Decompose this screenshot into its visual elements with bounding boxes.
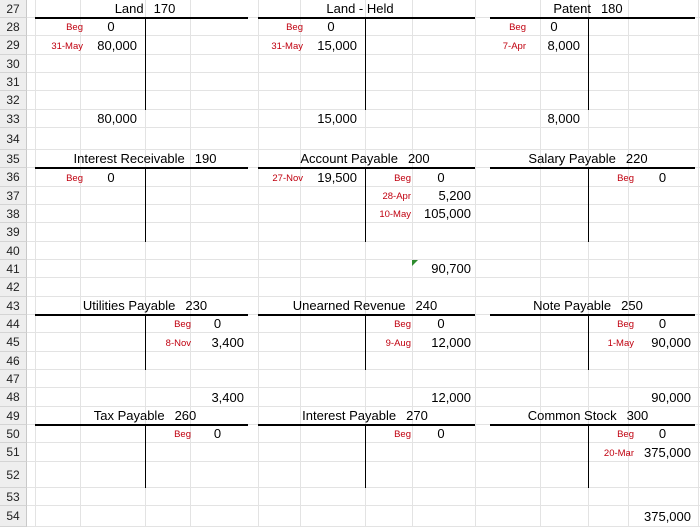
grid-row[interactable] <box>27 370 700 388</box>
entry-date: 28-Apr <box>382 191 411 202</box>
t-account-stem <box>145 315 146 370</box>
account-name: Unearned Revenue <box>292 298 406 313</box>
entry-amount: 0 <box>437 426 445 441</box>
account-number: 180 <box>600 1 623 16</box>
t-account-stem <box>145 18 146 110</box>
entry-amount: 0 <box>107 19 115 34</box>
account-title <box>35 151 255 167</box>
grid-row[interactable] <box>27 205 700 223</box>
row-header[interactable]: 53 <box>0 488 27 506</box>
credit-total: 3,400 <box>211 389 244 405</box>
entry-amount: 12,000 <box>431 334 471 350</box>
credit-total: 375,000 <box>644 508 691 524</box>
account-title <box>35 298 255 314</box>
row-header[interactable]: 44 <box>0 315 27 333</box>
credit-total: 12,000 <box>431 389 471 405</box>
grid-row[interactable] <box>27 278 700 297</box>
account-number: 170 <box>153 1 176 16</box>
entry-amount: 375,000 <box>644 444 691 460</box>
row-header[interactable]: 54 <box>0 506 27 527</box>
row-header[interactable]: 35 <box>0 150 27 168</box>
entry-amount: 0 <box>437 169 445 185</box>
account-number: 270 <box>406 408 428 423</box>
t-account-bar <box>35 167 248 169</box>
account-name: Note Payable <box>533 298 612 313</box>
row-header[interactable]: 31 <box>0 73 27 91</box>
entry-amount: 0 <box>658 316 667 331</box>
grid-row[interactable] <box>27 462 700 488</box>
account-number: 240 <box>415 298 438 313</box>
grid-row[interactable] <box>27 488 700 506</box>
grid-row[interactable] <box>27 55 700 73</box>
credit-total: 90,000 <box>651 389 691 405</box>
grid-row[interactable] <box>27 242 700 260</box>
row-header[interactable]: 40 <box>0 242 27 260</box>
account-title <box>478 1 698 17</box>
row-header[interactable]: 50 <box>0 425 27 443</box>
row-header[interactable]: 46 <box>0 352 27 370</box>
account-title <box>255 298 475 314</box>
entry-amount: 0 <box>107 169 115 185</box>
row-header[interactable]: 48 <box>0 388 27 407</box>
row-header[interactable]: 32 <box>0 91 27 110</box>
debit-total: 8,000 <box>547 111 580 126</box>
account-number: 300 <box>626 408 649 423</box>
entry-date: Beg <box>394 429 411 440</box>
entry-amount: 0 <box>658 169 667 185</box>
account-title <box>255 1 475 17</box>
entry-amount: 3,400 <box>211 334 244 350</box>
account-title <box>255 408 475 424</box>
entry-amount: 0 <box>327 19 335 34</box>
row-header[interactable]: 34 <box>0 128 27 150</box>
t-account-stem <box>145 425 146 488</box>
t-account-stem <box>588 168 589 242</box>
account-name: Interest Payable <box>302 408 397 423</box>
entry-amount: 0 <box>550 19 558 34</box>
entry-date: Beg <box>617 172 634 184</box>
entry-amount: 0 <box>213 316 222 331</box>
t-account-stem <box>365 18 366 110</box>
account-title <box>255 151 475 167</box>
row-header[interactable]: 29 <box>0 36 27 55</box>
grid-row[interactable] <box>27 506 700 527</box>
grid-row[interactable] <box>27 223 700 242</box>
entry-date: Beg <box>66 172 83 184</box>
account-number: 260 <box>174 408 197 423</box>
entry-amount: 80,000 <box>97 37 137 53</box>
account-name: Common Stock <box>527 408 617 423</box>
entry-date: Beg <box>617 319 634 330</box>
account-number: 190 <box>194 151 217 166</box>
account-title <box>35 1 255 17</box>
debit-total: 80,000 <box>97 111 137 126</box>
entry-amount: 5,200 <box>438 188 471 203</box>
account-name: Interest Receivable <box>73 151 185 166</box>
account-number: 220 <box>625 151 648 166</box>
entry-date: 31-May <box>271 40 303 52</box>
t-account-stem <box>588 18 589 110</box>
row-header[interactable]: 28 <box>0 18 27 36</box>
row-header[interactable]: 33 <box>0 110 27 128</box>
row-header[interactable]: 38 <box>0 205 27 223</box>
account-title <box>478 298 698 314</box>
grid-row[interactable] <box>27 388 700 407</box>
account-number: 230 <box>185 298 208 313</box>
grid-row[interactable] <box>27 91 700 110</box>
entry-amount: 15,000 <box>317 37 357 53</box>
row-header[interactable]: 43 <box>0 297 27 315</box>
row-header[interactable]: 37 <box>0 187 27 205</box>
row-header[interactable]: 27 <box>0 0 27 18</box>
entry-date: Beg <box>286 22 303 33</box>
t-account-stem <box>365 168 366 242</box>
entry-amount: 19,500 <box>317 169 357 185</box>
entry-date: Beg <box>174 429 191 440</box>
entry-date: Beg <box>66 22 83 33</box>
entry-amount: 90,000 <box>651 334 691 350</box>
row-header[interactable]: 42 <box>0 278 27 297</box>
grid-row[interactable] <box>27 128 700 150</box>
row-header[interactable]: 36 <box>0 168 27 187</box>
entry-amount: 0 <box>437 316 445 331</box>
debit-total: 15,000 <box>317 111 357 126</box>
t-account-bar <box>258 17 475 19</box>
row-header[interactable]: 52 <box>0 462 27 488</box>
entry-date: Beg <box>509 22 526 33</box>
grid-row[interactable] <box>27 73 700 91</box>
t-account-stem <box>588 425 589 488</box>
t-account-stem <box>145 168 146 242</box>
entry-amount: 0 <box>658 426 667 441</box>
entry-amount: 8,000 <box>547 37 580 53</box>
account-title <box>35 408 255 424</box>
account-name: Utilities Payable <box>82 298 176 313</box>
entry-date: Beg <box>174 319 191 330</box>
entry-date: 9-Aug <box>385 337 411 349</box>
account-name: Tax Payable <box>93 408 165 423</box>
grid-row[interactable] <box>27 187 700 205</box>
account-number: 200 <box>407 151 430 166</box>
account-title <box>478 151 698 167</box>
account-name: Salary Payable <box>528 151 616 166</box>
entry-date: Beg <box>394 319 411 330</box>
t-account-stem <box>365 315 366 370</box>
account-name: Land <box>114 1 144 16</box>
credit-total: 90,700 <box>431 261 471 276</box>
entry-date: 8-Nov <box>165 337 191 349</box>
entry-date: 20-Mar <box>603 447 634 459</box>
entry-amount: 0 <box>213 426 222 441</box>
row-header[interactable]: 47 <box>0 370 27 388</box>
entry-date: 31-May <box>51 40 83 52</box>
account-name: Land - Held <box>326 1 394 16</box>
entry-amount: 105,000 <box>424 206 471 221</box>
t-account-stem <box>365 425 366 488</box>
entry-date: 1-May <box>607 337 634 349</box>
entry-date: 7-Apr <box>502 40 526 52</box>
grid-row[interactable] <box>27 352 700 370</box>
entry-date: Beg <box>617 429 634 440</box>
row-header[interactable]: 51 <box>0 443 27 462</box>
account-name: Patent <box>553 1 591 16</box>
row-header[interactable]: 30 <box>0 55 27 73</box>
grid-row[interactable] <box>27 260 700 278</box>
account-name: Account Payable <box>300 151 398 166</box>
account-title <box>478 408 698 424</box>
entry-date: 10-May <box>379 209 411 220</box>
row-header[interactable]: 41 <box>0 260 27 278</box>
t-account-bar <box>35 17 248 19</box>
account-number: 250 <box>621 298 643 313</box>
t-account-bar <box>490 17 695 19</box>
row-header[interactable]: 45 <box>0 333 27 352</box>
entry-date: Beg <box>394 172 411 184</box>
entry-date: 27-Nov <box>272 172 303 184</box>
row-header[interactable]: 39 <box>0 223 27 242</box>
cell-error-indicator[interactable] <box>412 260 418 266</box>
t-account-stem <box>588 315 589 370</box>
row-header[interactable]: 49 <box>0 407 27 425</box>
